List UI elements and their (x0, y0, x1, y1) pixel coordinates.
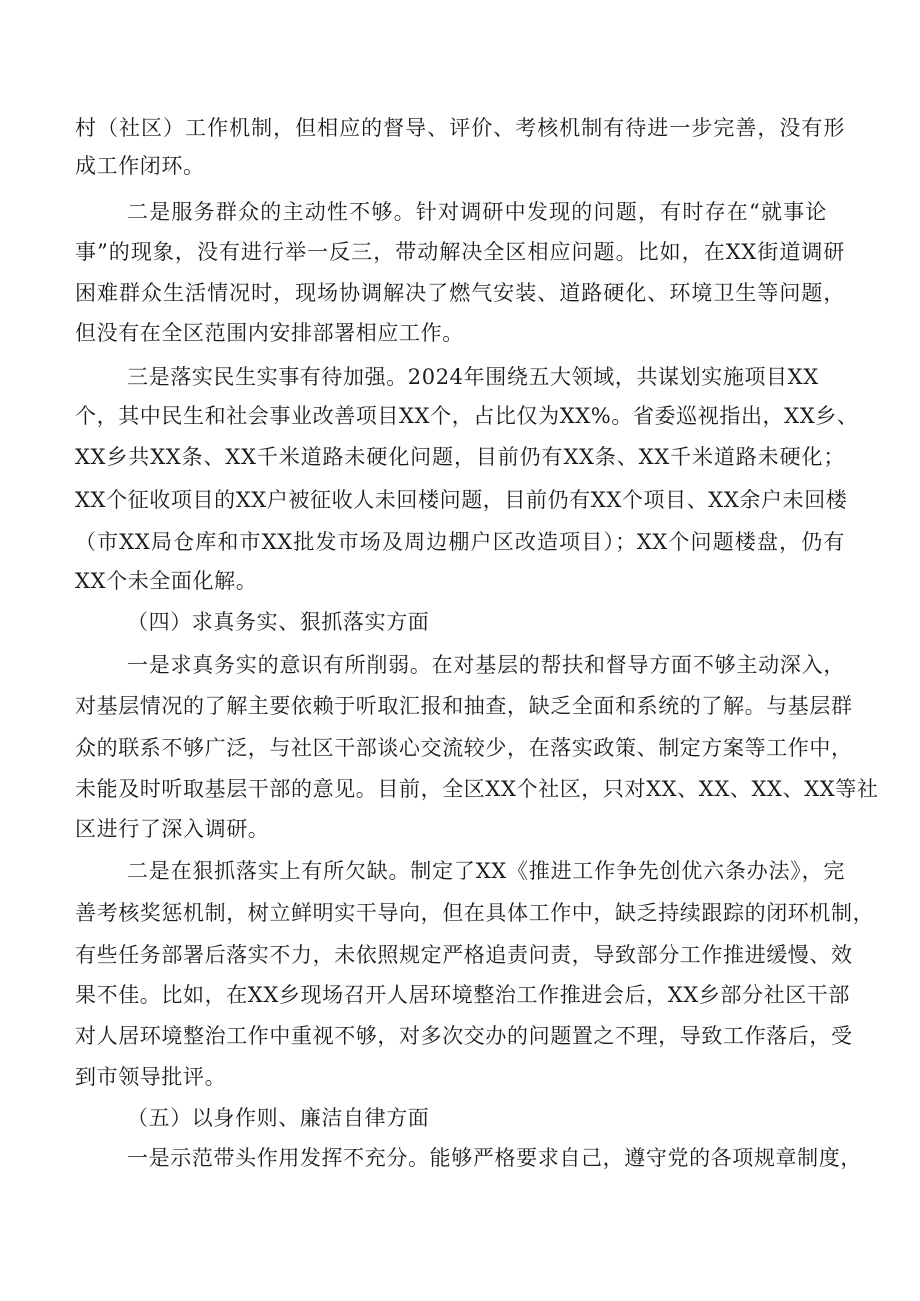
paragraph-first-line: 三是落实民生实事有待加强。2024年围绕五大领域，共谋划实施项目XX (127, 365, 819, 389)
text-line: XX个未全面化解。 (75, 569, 258, 593)
paragraph-first-line: 二是在狠抓落实上有所欠缺。制定了XX《推进工作争先创优六条办法》，完 (127, 859, 845, 883)
text-line: 个，其中民生和社会事业改善项目XX个，占比仅为XX%。省委巡视指出，XX乡、 (75, 404, 859, 428)
text-line: 区进行了深入调研。 (75, 817, 270, 841)
text-line: 但没有在全区范围内安排部署相应工作。 (75, 321, 464, 345)
text-line: XX乡共XX条、XX千米道路未硬化问题，目前仍有XX条、XX千米道路未硬化； (75, 445, 845, 469)
text-line: 事”的现象，没有进行举一反三，带动解决全区相应问题。比如，在XX街道调研 (75, 240, 845, 264)
text-line: 困难群众生活情况时，现场协调解决了燃气安装、道路硬化、环境卫生等问题， (75, 281, 845, 305)
text-line: 众的联系不够广泛，与社区干部谈心交流较少，在落实政策、制定方案等工作中， (75, 736, 853, 760)
text-line: 果不佳。比如，在XX乡现场召开人居环境整治工作推进会后，XX乡部分社区干部 (75, 983, 850, 1007)
paragraph-first-line: 一是求真务实的意识有所削弱。在对基层的帮扶和督导方面不够主动深入， (127, 653, 845, 677)
section-heading: （四）求真务实、狠抓落实方面 (127, 610, 430, 634)
text-line: 对基层情况的了解主要依赖于听取汇报和抽查，缺乏全面和系统的了解。与基层群 (75, 694, 853, 718)
text-line: 善考核奖惩机制，树立鲜明实干导向，但在具体工作中，缺乏持续跟踪的闭环机制， (75, 901, 875, 925)
paragraph-first-line: 二是服务群众的主动性不够。针对调研中发现的问题，有时存在“就事论 (127, 200, 827, 224)
text-line: 未能及时听取基层干部的意见。目前，全区XX个社区，只对XX、XX、XX、XX等社 (75, 777, 879, 801)
text-line: 成工作闭环。 (75, 154, 205, 178)
text-line: （市XX局仓库和市XX批发市场及周边棚户区改造项目）；XX个问题楼盘，仍有 (75, 530, 845, 554)
text-line: 有些任务部署后落实不力，未依照规定严格追责问责，导致部分工作推进缓慢、效 (75, 943, 853, 967)
text-line: XX个征收项目的XX户被征收人未回楼问题，目前仍有XX个项目、XX余户未回楼 (75, 488, 848, 512)
section-heading: （五）以身作则、廉洁自律方面 (127, 1106, 430, 1130)
text-line: 对人居环境整治工作中重视不够，对多次交办的问题置之不理，导致工作落后，受 (75, 1024, 853, 1048)
paragraph-first-line: 一是示范带头作用发挥不充分。能够严格要求自己，遵守党的各项规章制度， (127, 1146, 862, 1170)
text-line: 村（社区）工作机制，但相应的督导、评价、考核机制有待进一步完善，没有形 (75, 116, 845, 140)
text-line: 到市领导批评。 (75, 1065, 227, 1089)
